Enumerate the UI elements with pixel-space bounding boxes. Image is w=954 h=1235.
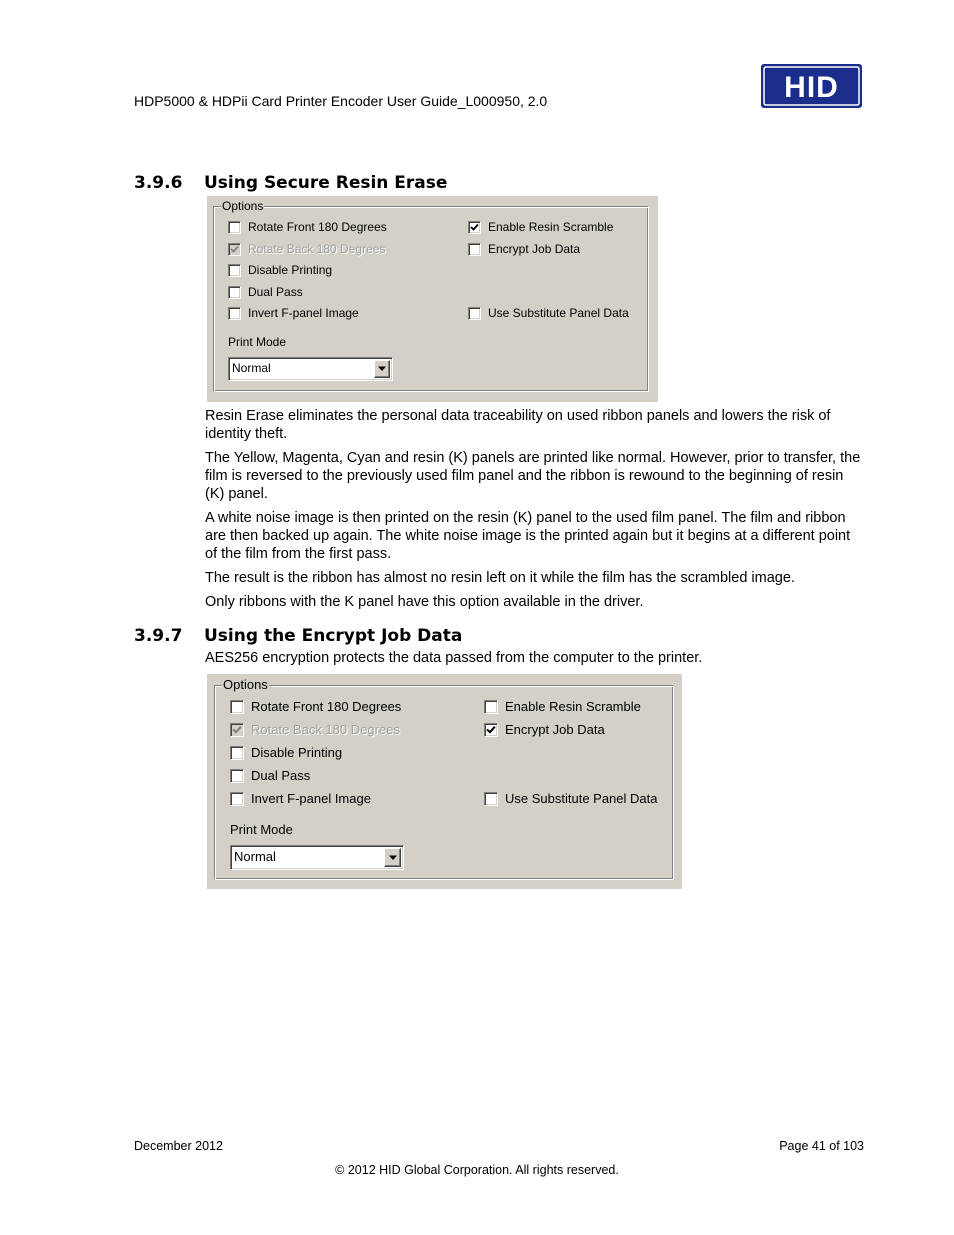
paragraph: The result is the ribbon has almost no resin left on it while the film has the scrambled image. [205,570,795,586]
checkbox-checked-disabled [230,723,244,737]
option-label: Encrypt Job Data [505,722,605,737]
option-label: Enable Resin Scramble [505,699,641,714]
option-label: Dual Pass [251,768,311,783]
checkbox[interactable] [468,243,481,256]
option-enable-resin-scramble[interactable] [468,220,613,234]
checkbox[interactable] [484,700,498,714]
option-encrypt-job-data[interactable] [468,242,580,256]
checkbox[interactable] [228,307,241,320]
option-use-substitute-panel-data[interactable] [484,791,657,806]
option-label: Rotate Back 180 Degrees [251,722,400,737]
checkmark-icon [232,725,242,735]
options-panel-encrypt-job-data [207,674,682,889]
option-label: Enable Resin Scramble [488,220,614,234]
chevron-down-icon [389,855,397,860]
checkbox[interactable] [230,746,244,760]
options-legend: Options [222,199,264,213]
print-mode-value: Normal [232,361,271,375]
section-number: 3.9.6 [134,173,183,193]
checkbox[interactable] [468,307,481,320]
option-label: Dual Pass [248,285,303,299]
options-panel-secure-resin-erase [207,196,658,402]
option-invert-f-panel[interactable] [228,306,359,320]
paragraph: Only ribbons with the K panel have this option available in the driver. [205,594,644,610]
option-rotate-back [230,722,400,737]
option-label: Invert F-panel Image [248,306,359,320]
option-dual-pass[interactable] [228,285,303,299]
option-label: Disable Printing [248,263,333,277]
print-mode-value: Normal [234,849,276,864]
option-label: Rotate Front 180 Degrees [251,699,402,714]
section-heading-3-9-6 [134,173,447,193]
paragraph: A white noise image is then printed on the resin (K) panel to the used film panel. The film and ribbon are then backed up again. The white noise image is the printed again but it begins at a different point of the film from the first pass. [205,510,851,562]
checkbox[interactable] [230,769,244,783]
option-label: Rotate Back 180 Degrees [248,242,386,256]
option-rotate-front[interactable] [230,699,401,714]
checkbox[interactable] [228,286,241,299]
option-use-substitute-panel-data[interactable] [468,306,629,320]
option-label: Rotate Front 180 Degrees [248,220,387,234]
checkbox[interactable] [484,792,498,806]
option-encrypt-job-data[interactable] [484,722,605,737]
checkbox[interactable] [228,221,241,234]
chevron-down-icon [378,367,386,372]
checkbox-checked[interactable] [468,221,481,234]
dropdown-button[interactable] [384,848,401,867]
document-header-title: HDP5000 & HDPii Card Printer Encoder User Guide_L000950, 2.0 [134,93,548,109]
print-mode-select[interactable] [228,357,393,381]
hid-logo-text: HID [784,71,839,104]
section-title: Using the Encrypt Job Data [204,626,463,646]
section-3-9-7-intro [205,649,865,673]
print-mode-select[interactable] [230,845,404,870]
paragraph: The Yellow, Magenta, Cyan and resin (K) panels are printed like normal. However, prior to transfer, the film is reversed to the previously used film panel and the ribbon is rewound to the beginning of resin (K) panel. [205,450,861,502]
checkmark-icon [470,223,479,232]
checkmark-icon [486,725,496,735]
paragraph: Resin Erase eliminates the personal data traceability on used ribbon panels and lowers the risk of identity theft. [205,408,831,442]
print-mode-label: Print Mode [230,822,293,837]
checkbox-checked-disabled [228,243,241,256]
footer-page-number: Page 41 of 103 [779,1139,864,1153]
option-dual-pass[interactable] [230,768,310,783]
section-heading-3-9-7 [134,626,462,646]
checkbox-checked[interactable] [484,723,498,737]
option-disable-printing[interactable] [230,745,342,760]
checkmark-icon [230,245,239,254]
options-legend: Options [223,677,268,692]
option-enable-resin-scramble[interactable] [484,699,641,714]
option-invert-f-panel[interactable] [230,791,371,806]
option-rotate-front[interactable] [228,220,387,234]
checkbox[interactable] [230,700,244,714]
paragraph: AES256 encryption protects the data passed from the computer to the printer. [205,650,703,666]
hid-logo [761,64,862,108]
print-mode-label: Print Mode [228,335,287,349]
section-number: 3.9.7 [134,626,183,646]
dropdown-button[interactable] [374,360,390,378]
checkbox[interactable] [228,264,241,277]
section-title: Using Secure Resin Erase [204,173,448,193]
option-label: Use Substitute Panel Data [505,791,658,806]
footer-copyright: © 2012 HID Global Corporation. All rights reserved. [335,1163,619,1177]
option-label: Encrypt Job Data [488,242,581,256]
option-label: Invert F-panel Image [251,791,371,806]
footer-date: December 2012 [134,1139,223,1153]
option-label: Use Substitute Panel Data [488,306,629,320]
checkbox[interactable] [230,792,244,806]
option-rotate-back [228,242,385,256]
option-disable-printing[interactable] [228,263,332,277]
option-label: Disable Printing [251,745,343,760]
section-3-9-6-body [205,407,865,617]
